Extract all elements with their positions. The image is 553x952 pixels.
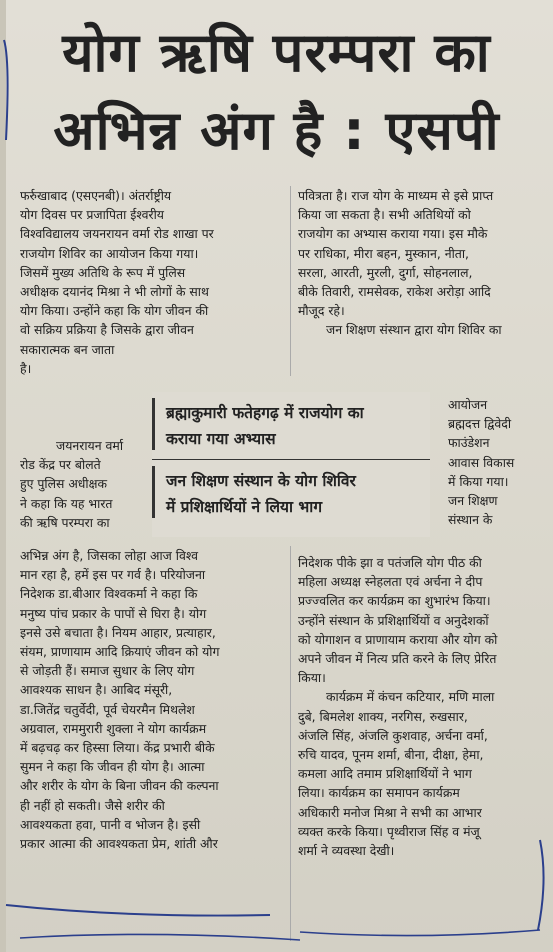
text-line: जन शिक्षण [448, 493, 498, 509]
text-line: महिला अध्यक्ष स्नेहलता एवं अर्चना ने दीप [298, 574, 483, 590]
right-column-lead [298, 186, 544, 340]
text-line: है। [20, 360, 32, 376]
text-line: उन्होंने संस्थान के प्रशिक्षार्थियों व अनुदेशकों [298, 612, 489, 628]
column-divider [290, 186, 291, 376]
left-column-narrow [20, 436, 150, 532]
text-line: में किया गया। [448, 473, 509, 489]
text-line: दुबे, बिमलेश शाक्य, नरगिस, रुखसार, [298, 708, 468, 724]
text-line: फाउंडेशन [448, 435, 490, 451]
headline-line-2: अभिन्न अंग है : एसपी [53, 99, 500, 162]
text-line: प्रज्ज्वलित कर कार्यक्रम का शुभारंभ किया। [298, 593, 491, 609]
text-line: जयनरायन वर्मा [56, 438, 124, 453]
text-line: विश्वविद्यालय जयनरायन वर्मा रोड शाखा पर [20, 226, 214, 242]
text-line: को योगाशन व प्राणायाम कराया और योग को [298, 631, 498, 647]
text-line: अभिन्न अंग है, जिसका लोहा आज विश्व [20, 548, 199, 563]
text-line: अग्रवाल, राममुरारी शुक्ला ने योग कार्यक्रम [20, 720, 207, 736]
subhead-2-line-2: में प्रशिक्षार्थियों ने लिया भाग [166, 498, 323, 516]
text-line: प्रकार आत्मा की आवश्यकता प्रेम, शांती और [20, 836, 218, 852]
text-line: में बढ़चढ़ कर हिस्सा लिया। केंद्र प्रभारी बीके [20, 740, 215, 756]
text-line: कार्यक्रम में कंचन कटियार, मणि माला [326, 689, 495, 705]
text-line: डा.जितेंद्र चतुर्वेदी, पूर्व चेयरमैन मिथलेश [20, 701, 195, 717]
subhead-divider [152, 459, 430, 460]
text-line: किया जा सकता है। सभी अतिथियों को [298, 207, 471, 223]
text-line: अधिकारी मनोज मिश्रा ने सभी का आभार [298, 804, 482, 820]
text-line: आवश्यक साधन है। आबिद मंसूरी, [20, 682, 173, 698]
text-line: रुचि यादव, पूनम शर्मा, बीना, दीक्षा, हेमा, [298, 747, 484, 763]
text-line: ब्रह्मदत्त द्विवेदी [448, 416, 512, 432]
text-line: हुए पुलिस अधीक्षक [20, 476, 108, 492]
subhead-bar [152, 398, 155, 450]
column-divider [290, 546, 291, 941]
text-line: अधीक्षक दयानंद मिश्रा ने भी लोगों के साथ [20, 284, 209, 300]
text-line: निदेशक पीके झा व पतंजलि योग पीठ की [298, 555, 482, 570]
text-line: संस्थान के [448, 512, 493, 528]
text-line: ही नहीं हो सकती। जैसे शरीर की [20, 797, 165, 813]
text-line: राजयोग शिविर का आयोजन किया गया। [20, 245, 199, 261]
subhead-bar [152, 466, 155, 518]
subhead-1-line-1: ब्रह्माकुमारी फतेहगढ़ में राजयोग का [166, 404, 364, 422]
text-line: अंजलि सिंह, अंजलि कुशवाह, अर्चना वर्मा, [298, 727, 488, 743]
text-line: आवश्यकता हवा, पानी व भोजन है। इसी [20, 816, 201, 832]
text-line: शर्मा ने व्यवस्था देखी। [298, 843, 395, 859]
right-column-narrow [448, 395, 544, 529]
text-line: निदेशक डा.बीआर विश्वकर्मा ने कहा कि [20, 586, 198, 602]
text-line: पवित्रता है। राज योग के माध्यम से इसे प्राप्त [298, 188, 494, 203]
text-line: से जोड़ती हैं। समाज सुधार के लिए योग [20, 663, 195, 679]
left-column-body [20, 546, 276, 853]
text-line: अपने जीवन में नित्य प्रति करने के लिए प्रेरित [298, 651, 497, 667]
text-line: वो सक्रिय प्रक्रिया है जिसके द्वारा जीवन [20, 322, 194, 338]
text-line: पर राधिका, मीरा बहन, मुस्कान, नीता, [298, 245, 470, 261]
subhead-1-line-2: कराया गया अभ्यास [166, 430, 276, 448]
text-line: मान रहा है, हमें इस पर गर्व है। परियोजना [20, 567, 206, 583]
text-line: जन शिक्षण संस्थान द्वारा योग शिविर का [326, 322, 502, 338]
text-line: मौजूद रहे। [298, 303, 345, 319]
left-column-lead [20, 186, 276, 378]
text-line: सरला, आरती, मुरली, दुर्गा, सोहनलाल, [298, 264, 473, 280]
text-line: ने कहा कि यह भारत [20, 495, 113, 511]
text-line: राजयोग का अभ्यास कराया गया। इस मौके [298, 226, 488, 242]
text-line: मनुष्य पांच प्रकार के पापों से घिरा है। योग [20, 605, 207, 621]
subhead-2-line-1: जन शिक्षण संस्थान के योग शिविर [166, 472, 356, 490]
text-line: बीके तिवारी, रामसेवक, राकेश अरोड़ा आदि [298, 284, 491, 300]
text-line: योग किया। उन्होंने कहा कि योग जीवन की [20, 303, 209, 319]
text-line: लिया। कार्यक्रम का समापन कार्यक्रम [298, 785, 460, 801]
text-line: सकारात्मक बन जाता [20, 341, 115, 357]
text-line: रोड केंद्र पर बोलते [20, 457, 101, 473]
headline-line-1: योग ऋषि परम्परा का [62, 21, 491, 84]
page-edge [0, 0, 6, 952]
text-line: कमला आदि तमाम प्रशिक्षार्थियों ने भाग [298, 766, 472, 782]
text-line: किया। [298, 670, 326, 686]
text-line: योग दिवस पर प्रजापिता ईश्वरीय [20, 207, 164, 223]
text-line: आयोजन [448, 397, 488, 412]
text-line: इनसे उसे बचाता है। नियम आहार, प्रत्याहार, [20, 624, 216, 640]
text-line: और शरीर के योग के बिना जीवन की कल्पना [20, 778, 219, 794]
text-line: की ऋषि परम्परा का [20, 514, 110, 530]
right-column-body [298, 553, 544, 860]
text-line: सुमन ने कहा कि जीवन ही योग है। आत्मा [20, 759, 205, 775]
text-line: व्यक्त करके किया। पृथ्वीराज सिंह व मंजू [298, 823, 480, 839]
text-line: आवास विकास [448, 454, 515, 470]
text-line: जिसमें मुख्य अतिथि के रूप में पुलिस [20, 264, 186, 280]
text-line: फर्रुखाबाद (एसएनबी)। अंतर्राष्ट्रीय [20, 188, 172, 203]
text-line: संयम, प्राणायाम आदि क्रियाएं जीवन को योग [20, 644, 220, 660]
